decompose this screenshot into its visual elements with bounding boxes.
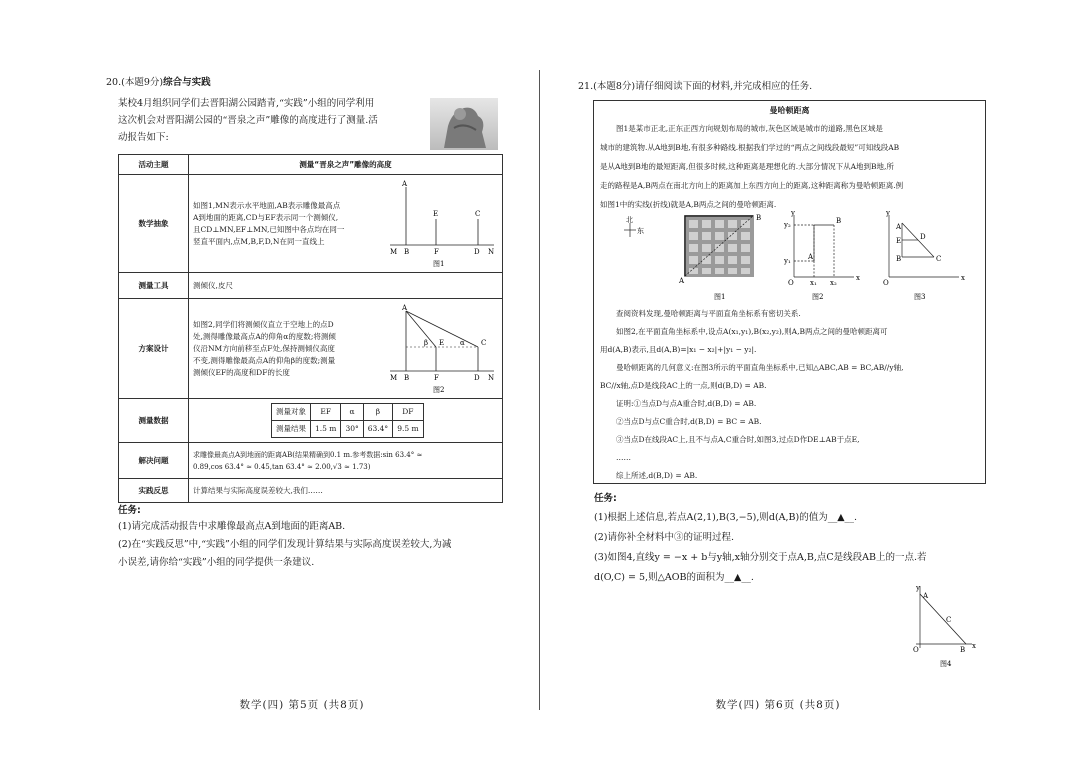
table-row — [119, 443, 503, 479]
theme-value: 测量“晋泉之声”雕像的高度 — [189, 155, 503, 175]
table-row — [119, 299, 503, 399]
fig2-label-d: D — [474, 373, 480, 382]
mt-cell: 测量对象 — [272, 404, 311, 421]
p2-line: 如图2,在平面直角坐标系中,设点A(x₁,y₁),B(x₂,y₂),则A,B两点之间的曼哈顿距离可 — [616, 327, 888, 336]
figures-row — [624, 209, 965, 303]
q21-tasks — [594, 508, 994, 588]
fig2-label-m: M — [390, 373, 398, 382]
row-label: 测量工具 — [119, 273, 189, 299]
q21-task-title: 任务: — [594, 493, 617, 504]
fig2-label-a: A — [808, 253, 814, 261]
fig2-x2: x₂ — [830, 279, 837, 287]
p1-line: 走的路程是A,B两点在南北方向上的距离加上东西方向上的距离,这种距离称为曼哈顿距离.例 — [600, 181, 904, 190]
p2-line: 用d(A,B)表示,且d(A,B)=|x₁ − x₂|+|y₁ − y₂|. — [600, 345, 757, 354]
row-label: 解决问题 — [119, 443, 189, 479]
north-label: 北 — [626, 216, 633, 224]
mt-cell: DF — [393, 404, 423, 421]
fig3-origin: O — [883, 279, 889, 287]
fig2-x1: x₁ — [810, 279, 817, 287]
fig1-label-b: B — [756, 214, 762, 222]
fig1-label-m: M — [390, 247, 398, 256]
fig4-label-c: C — [946, 616, 952, 624]
material-p2 — [600, 305, 985, 485]
plan-cell — [189, 299, 503, 399]
text-line: 不变,测得雕像最高点A的仰角β的度数;测量 — [193, 355, 336, 365]
p2-line: BC//x轴,点D是线段AC上的一点,则d(B,D) = AB. — [600, 381, 767, 390]
task-line: 小误差,请你给“实践”小组的同学提供一条建议. — [118, 557, 315, 568]
intro-line: 这次机会对晋阳湖公园的“晋泉之声”雕像的高度进行了测量.活 — [118, 115, 378, 126]
text-line: 求雕像最高点A到地面的距离AB(结果精确到0.1 m.参考数据:sin 63.4° ≈ — [193, 450, 423, 459]
fig2-label-b: B — [836, 217, 842, 225]
material-box — [593, 100, 986, 484]
q21-number: 21. — [578, 81, 594, 92]
text-line: 如图1,MN表示水平地面,AB表示雕像最高点 — [193, 200, 341, 210]
mt-cell: 30° — [341, 421, 363, 438]
table-row — [119, 399, 503, 443]
q20-number: 20. — [106, 77, 122, 88]
row-label: 活动主题 — [119, 155, 189, 175]
plan-text — [193, 319, 388, 379]
material-p1 — [600, 119, 980, 214]
fig4-label-a: A — [923, 592, 929, 600]
tool-value: 测倾仪,皮尺 — [189, 273, 503, 299]
fig2-y1: y₁ — [784, 257, 791, 265]
fig3-caption: 图3 — [914, 293, 926, 301]
fig2-label-n: N — [488, 373, 495, 382]
fig2-label-b: B — [404, 373, 410, 382]
row-label: 实践反思 — [119, 479, 189, 503]
measurement-table — [271, 403, 424, 438]
task-line: d(O,C) = 5,则△AOB的面积为__▲__. — [594, 572, 754, 583]
fig4-origin: O — [913, 646, 919, 654]
p1-line: 图1是某市正北,正东正西方向规划布局的城市,灰色区域是城市的道路,黑色区域是 — [616, 124, 883, 133]
fig2-label-f: F — [434, 373, 439, 382]
figure-1-city-grid — [684, 215, 754, 277]
p1-line: 是从A地到B地的最短距离,但很多时候,这种距离是理想化的.大部分情况下从A地到B地,所 — [600, 162, 894, 171]
fig1-label-n: N — [488, 247, 495, 256]
q20-header — [106, 74, 211, 91]
box-title: 曼哈顿距离 — [769, 106, 810, 115]
text-line: 且CD⊥MN,EF⊥MN,已知图中各点均在同一 — [193, 224, 345, 234]
fig2-caption: 图2 — [812, 293, 824, 301]
fig1-caption: 图1 — [433, 259, 445, 268]
fig2-label-c: C — [481, 338, 487, 347]
data-cell — [189, 399, 503, 443]
fig3-y-label: y — [886, 209, 890, 217]
fig2-origin: O — [788, 279, 794, 287]
fig2-label-e: E — [439, 338, 445, 347]
fig2-y2: y₂ — [784, 221, 791, 229]
p2-line: 证明:①当点D与点A重合时,d(B,D) = AB. — [616, 399, 757, 408]
fig3-label-b: B — [896, 255, 902, 263]
p2-line: 曼哈顿距离的几何意义:在图3所示的平面直角坐标系中,已知△ABC,AB = BC,AB//y轴, — [616, 363, 904, 372]
row-label: 测量数据 — [119, 399, 189, 443]
p2-line: 查阅资料发现,曼哈顿距离与平面直角坐标系有密切关系. — [616, 309, 801, 318]
mt-cell: 9.5 m — [393, 421, 423, 438]
p2-line: …… — [616, 453, 631, 462]
page-footer: 数学(四) 第5页 (共8页) — [239, 699, 365, 711]
fig1-label-e: E — [433, 209, 439, 218]
fig1-label-a: A — [679, 277, 685, 285]
text-line: 如图2,同学们将测倾仪直立于空地上的点D — [193, 319, 334, 329]
p2-line: 综上所述,d(B,D) = AB. — [616, 471, 698, 480]
fig1-label-f: F — [434, 247, 439, 256]
task-line: (2)在“实践反思”中,“实践”小组的同学们发现计算结果与实际高度误差较大,为减 — [118, 539, 452, 550]
table-row — [119, 479, 503, 503]
q21-header — [578, 78, 812, 95]
math-text — [193, 200, 388, 248]
mt-cell: α — [341, 404, 363, 421]
fig2-x-label: x — [856, 274, 860, 282]
fig3-label-e: E — [896, 237, 902, 245]
figure-2 — [388, 303, 498, 395]
fig4-line — [920, 594, 966, 644]
table-row — [119, 155, 503, 175]
q20-score: (本题9分) — [121, 77, 164, 88]
mt-cell: 1.5 m — [311, 421, 341, 438]
task-line: (3)如图4,直线y = −x + b与y轴,x轴分别交于点A,B,点C是线段AB上的一点.若 — [594, 552, 927, 563]
p2-line: ②当点D与点C重合时,d(B,D) = BC = AB. — [616, 417, 762, 426]
q20-tasks — [118, 518, 518, 572]
fig4-caption: 图4 — [940, 660, 952, 668]
text-line: 竖直平面内,点M,B,F,D,N在同一直线上 — [193, 236, 325, 246]
mt-cell: EF — [311, 404, 341, 421]
figure-1 — [388, 179, 498, 269]
reflect-value: 计算结果与实际高度误差较大,我们…… — [189, 479, 503, 503]
intro-line: 某校4月组织同学们去晋阳湖公园踏青,“实践”小组的同学利用 — [118, 98, 375, 109]
fig2-label-beta: β — [424, 338, 429, 347]
p1-line: 城市的建筑物.从A地到B地,有很多种路线.根据我们学过的“两点之间线段最短”可知线段AB — [600, 143, 900, 152]
fig4-label-b: B — [960, 646, 966, 654]
fig1-label-c: C — [475, 209, 481, 218]
row-label: 数学抽象 — [119, 175, 189, 273]
text-line: A到地面的距离,CD与EF表示同一个测倾仪, — [193, 212, 339, 222]
intro-line: 动报告如下: — [118, 132, 169, 143]
fig1-label-b: B — [404, 247, 410, 256]
p1-line: 如图1中的实线(折线)就是A,B两点之间的曼哈顿距离. — [600, 200, 777, 209]
fig4-y-label: y — [916, 584, 920, 592]
task-line: (2)请你补全材料中③的证明过程. — [594, 532, 734, 543]
table-row — [119, 175, 503, 273]
figure-2-axes — [794, 215, 854, 277]
mt-cell: β — [363, 404, 392, 421]
statue-photo — [430, 98, 498, 150]
task-line: (1)请完成活动报告中求雕像最高点A到地面的距离AB. — [118, 521, 346, 532]
math-cell — [189, 175, 503, 273]
fig4-x-label: x — [972, 642, 976, 650]
text-line: 仪沿NM方向前移至点F处,保持测倾仪高度 — [193, 343, 335, 353]
solve-cell — [189, 443, 503, 479]
p2-line: ③当点D在线段AC上,且不与点A,C重合时,如图3,过点D作DE⊥AB于点E, — [616, 435, 860, 444]
fig3-x-label: x — [961, 274, 965, 282]
measurement-header-row — [272, 404, 424, 421]
mt-cell: 测量结果 — [272, 421, 311, 438]
text-line: 处,测得雕像最高点A的仰角α的度数;将测倾 — [193, 331, 336, 341]
fig1-caption: 图1 — [714, 293, 726, 301]
fig3-label-d: D — [920, 233, 926, 241]
mt-cell: 63.4° — [363, 421, 392, 438]
text-line: 测倾仪EF的高度和DF的长度 — [193, 367, 290, 377]
fig1-label-d: D — [474, 247, 480, 256]
fig3-label-c: C — [936, 255, 942, 263]
activity-table — [118, 154, 503, 503]
east-label: 东 — [637, 227, 644, 235]
fig3-label-a: A — [896, 223, 902, 231]
fig2-caption: 图2 — [433, 385, 445, 394]
q20-type: 综合与实践 — [163, 77, 211, 88]
q21-text: (本题8分)请仔细阅读下面的材料,并完成相应的任务. — [593, 81, 813, 92]
task-line: (1)根据上述信息,若点A(2,1),B(3,−5),则d(A,B)的值为__▲__. — [594, 512, 858, 523]
row-label: 方案设计 — [119, 299, 189, 399]
fig2-label-alpha: α — [460, 338, 465, 347]
fig1-label-a: A — [402, 179, 408, 188]
figure-4 — [900, 582, 980, 672]
task-title: 任务: — [118, 505, 141, 516]
page-footer: 数学(四) 第6页 (共8页) — [715, 699, 841, 711]
text-line: 0.89,cos 63.4° ≈ 0.45,tan 63.4° ≈ 2.00,√3 ≈ 1.73) — [193, 462, 371, 471]
table-row — [119, 273, 503, 299]
q20-intro — [118, 95, 428, 146]
measurement-value-row — [272, 421, 424, 438]
fig2-y-label: y — [791, 209, 795, 217]
statue-image — [430, 98, 498, 150]
fig2-label-a: A — [402, 303, 408, 312]
